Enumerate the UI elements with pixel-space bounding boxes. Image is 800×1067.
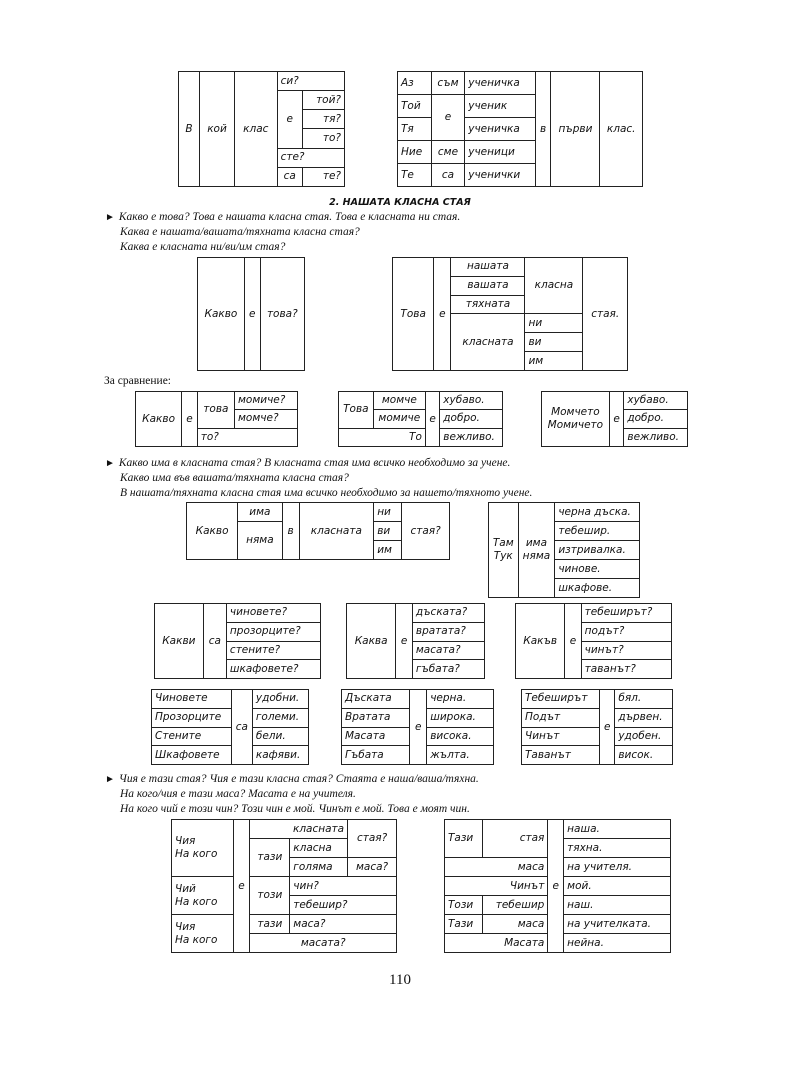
- cell: ви: [525, 333, 583, 352]
- cell: маса?: [290, 915, 397, 934]
- cell: широка.: [427, 708, 494, 727]
- cell: Масата: [445, 934, 548, 953]
- cell: в: [535, 72, 551, 187]
- cell: тази: [250, 839, 290, 877]
- cell: е: [410, 690, 427, 765]
- answer-table-first-class: [397, 71, 643, 187]
- page-number: 110: [389, 972, 411, 988]
- cell: си?: [277, 72, 344, 91]
- cell: Този: [445, 896, 483, 915]
- cell: е: [425, 392, 439, 447]
- answer-table-this-is-room: [392, 257, 628, 371]
- cell: маса: [445, 858, 548, 877]
- cell: голяма: [290, 858, 348, 877]
- cell: Ние: [398, 141, 432, 164]
- cell: чин?: [290, 877, 397, 896]
- cell: добро.: [440, 410, 503, 428]
- cell: гъбата?: [412, 660, 484, 679]
- sentence-line: На кого чий е този чин? Този чин е мой. Чинът е мой. Това е моят чин.: [120, 803, 470, 815]
- cell: Това: [339, 392, 374, 429]
- cell: те?: [302, 167, 344, 186]
- cell: чинове.: [555, 560, 640, 579]
- question-table-what-is-masc: [515, 603, 672, 679]
- cell: стените?: [226, 641, 320, 660]
- comparison-label: За сравнение:: [104, 375, 171, 387]
- cell: тяхна.: [564, 839, 671, 858]
- cell: Те: [398, 164, 432, 187]
- cell: ви: [374, 522, 402, 541]
- cell: е: [182, 392, 198, 447]
- cell: нашата: [451, 258, 525, 277]
- cell: ученичка: [465, 72, 535, 95]
- cell: бели.: [252, 727, 308, 746]
- cell: е: [434, 258, 451, 371]
- cell: нейна.: [564, 934, 671, 953]
- cell: този: [250, 877, 290, 915]
- sentence-line: ► Какво е това? Това е нашата класна стая. Това е класната ни стая.: [105, 211, 461, 223]
- cell: тази: [250, 915, 290, 934]
- cell: ученици: [465, 141, 535, 164]
- cell: Чинът: [445, 877, 548, 896]
- cell: той?: [302, 91, 344, 110]
- cell: Тази: [445, 915, 483, 934]
- cell: е: [600, 690, 615, 765]
- cell: Каква: [347, 604, 396, 679]
- cell: класна: [525, 258, 583, 314]
- cell: подът?: [581, 622, 671, 641]
- cell: удобни.: [252, 690, 308, 709]
- cell: в: [282, 503, 299, 560]
- cell: стая: [482, 820, 547, 858]
- compare-table-the-boy: [541, 391, 688, 447]
- cell: наша.: [564, 820, 671, 839]
- cell: стая?: [402, 503, 450, 560]
- cell: Таванът: [522, 746, 600, 765]
- sentence-line: Каква е класната ни/ви/им стая?: [120, 241, 286, 253]
- cell: Вратата: [342, 708, 410, 727]
- cell: е: [431, 95, 465, 141]
- cell: тя?: [302, 110, 344, 129]
- cell: масата?: [412, 641, 484, 660]
- cell: вежливо.: [624, 428, 688, 446]
- cell: тебеширът?: [581, 604, 671, 623]
- cell: дървен.: [615, 708, 673, 727]
- cell: шкафовете?: [226, 660, 320, 679]
- cell: им: [525, 352, 583, 371]
- question-table-what-is-this: [197, 257, 305, 371]
- question-table-what-are: [154, 603, 321, 679]
- cell: е: [244, 258, 260, 371]
- cell: клас: [235, 72, 278, 187]
- sentence-line: В нашата/тяхната класна стая има всичко необходимо за нашето/тяхното учене.: [120, 487, 533, 499]
- cell: класната: [250, 820, 348, 839]
- cell: то?: [197, 428, 297, 446]
- cell: то?: [302, 129, 344, 148]
- cell: То: [339, 428, 426, 446]
- cell: са: [431, 164, 465, 187]
- bullet-triangle-icon: ►: [105, 458, 115, 469]
- cell: са: [203, 604, 226, 679]
- cell: ученичка: [465, 118, 535, 141]
- cell: е: [396, 604, 413, 679]
- cell: Какво: [198, 258, 245, 371]
- cell: кой: [200, 72, 235, 187]
- cell: Стените: [152, 727, 232, 746]
- cell: е: [609, 392, 624, 447]
- cell: тебешир?: [290, 896, 397, 915]
- cell: тяхната: [451, 295, 525, 314]
- cell: кафяви.: [252, 746, 308, 765]
- cell: класна: [290, 839, 348, 858]
- cell: Подът: [522, 708, 600, 727]
- cell: Момчето Момичето: [542, 392, 610, 447]
- cell: бял.: [615, 690, 673, 709]
- cell: шкафове.: [555, 579, 640, 598]
- cell: Какво: [187, 503, 238, 560]
- cell: класната: [299, 503, 374, 560]
- cell: черна дъска.: [555, 503, 640, 522]
- cell: Чинът: [522, 727, 600, 746]
- cell: висок.: [615, 746, 673, 765]
- bullet-triangle-icon: ►: [105, 212, 115, 223]
- cell: ни: [525, 314, 583, 333]
- cell: маса?: [348, 858, 397, 877]
- cell: Той: [398, 95, 432, 118]
- cell: съм: [431, 72, 465, 95]
- cell: масата?: [250, 934, 397, 953]
- cell: хубаво.: [440, 392, 503, 410]
- cell: Чий На кого: [172, 877, 234, 915]
- cell: Тя: [398, 118, 432, 141]
- cell: са: [231, 690, 252, 765]
- cell: Шкафовете: [152, 746, 232, 765]
- bullet-triangle-icon: ►: [105, 774, 115, 785]
- cell: е: [277, 91, 302, 148]
- cell: е: [233, 820, 250, 953]
- cell: първи: [551, 72, 600, 187]
- answer-table-plural-adjectives: [151, 689, 309, 765]
- cell: Прозорците: [152, 708, 232, 727]
- cell: им: [374, 541, 402, 560]
- cell: това: [197, 392, 234, 429]
- cell: момиче: [373, 410, 425, 428]
- compare-table-what-is-this: [135, 391, 298, 447]
- cell: мой.: [564, 877, 671, 896]
- cell: ученички: [465, 164, 535, 187]
- cell: наш.: [564, 896, 671, 915]
- question-table-what-is-fem: [346, 603, 485, 679]
- cell: удобен.: [615, 727, 673, 746]
- cell: Чия На кого: [172, 820, 234, 877]
- cell: вратата?: [412, 622, 484, 641]
- cell: Какво: [136, 392, 182, 447]
- cell: момиче?: [235, 392, 298, 410]
- cell: изтривалка.: [555, 541, 640, 560]
- cell: има няма: [518, 503, 555, 598]
- answer-table-there-is: [488, 502, 640, 598]
- question-table-what-is-in-room: [186, 502, 450, 560]
- section-heading: 2. НАШАТА КЛАСНА СТАЯ: [329, 197, 471, 208]
- cell: Чия На кого: [172, 915, 234, 953]
- answer-table-feminine-adjectives: [341, 689, 494, 765]
- cell: няма: [238, 522, 282, 560]
- cell: хубаво.: [624, 392, 688, 410]
- cell: големи.: [252, 708, 308, 727]
- sentence-line: ► Какво има в класната стая? В класната стая има всичко необходимо за учене.: [105, 457, 511, 469]
- cell: на учителя.: [564, 858, 671, 877]
- cell: Тебеширът: [522, 690, 600, 709]
- sentence-line: На кого/чия е тази маса? Масата е на учителя.: [120, 788, 356, 800]
- question-table-which-class: [178, 71, 345, 187]
- cell: стая.: [583, 258, 628, 371]
- cell: вежливо.: [440, 428, 503, 446]
- cell: са: [277, 167, 302, 186]
- cell: Масата: [342, 727, 410, 746]
- cell: тебешир: [482, 896, 547, 915]
- cell: Чиновете: [152, 690, 232, 709]
- cell: сме: [431, 141, 465, 164]
- compare-table-this-boy: [338, 391, 503, 447]
- cell: ни: [374, 503, 402, 522]
- cell: маса: [482, 915, 547, 934]
- cell: жълта.: [427, 746, 494, 765]
- cell: Там Тук: [489, 503, 519, 598]
- cell: прозорците?: [226, 622, 320, 641]
- cell: е: [565, 604, 581, 679]
- cell: В: [179, 72, 200, 187]
- cell: таванът?: [581, 660, 671, 679]
- cell: има: [238, 503, 282, 522]
- sentence-line: Какво има във вашата/тяхната класна стая?: [120, 472, 349, 484]
- cell: Тази: [445, 820, 483, 858]
- cell: клас.: [600, 72, 643, 187]
- answer-table-masculine-adjectives: [521, 689, 673, 765]
- cell: добро.: [624, 410, 688, 428]
- cell: Дъската: [342, 690, 410, 709]
- sentence-line: Каква е нашата/вашата/тяхната класна стая?: [120, 226, 360, 238]
- cell: тебешир.: [555, 522, 640, 541]
- cell: момче: [373, 392, 425, 410]
- cell: сте?: [277, 148, 344, 167]
- cell: на учителката.: [564, 915, 671, 934]
- cell: момче?: [235, 410, 298, 428]
- question-table-whose: [171, 819, 397, 953]
- cell: Какви: [155, 604, 204, 679]
- cell: класната: [451, 314, 525, 371]
- cell: това?: [260, 258, 304, 371]
- cell: стая?: [348, 820, 397, 858]
- cell: Какъв: [516, 604, 565, 679]
- cell: е: [548, 820, 564, 953]
- cell: черна.: [427, 690, 494, 709]
- cell: вашата: [451, 276, 525, 295]
- cell: Гъбата: [342, 746, 410, 765]
- cell: дъската?: [412, 604, 484, 623]
- cell: ученик: [465, 95, 535, 118]
- answer-table-whose: [444, 819, 671, 953]
- cell: Аз: [398, 72, 432, 95]
- cell: чиновете?: [226, 604, 320, 623]
- sentence-line: ► Чия е тази стая? Чия е тази класна стая? Стаята е наша/ваша/тяхна.: [105, 773, 479, 785]
- cell: висока.: [427, 727, 494, 746]
- cell: чинът?: [581, 641, 671, 660]
- cell: Това: [393, 258, 434, 371]
